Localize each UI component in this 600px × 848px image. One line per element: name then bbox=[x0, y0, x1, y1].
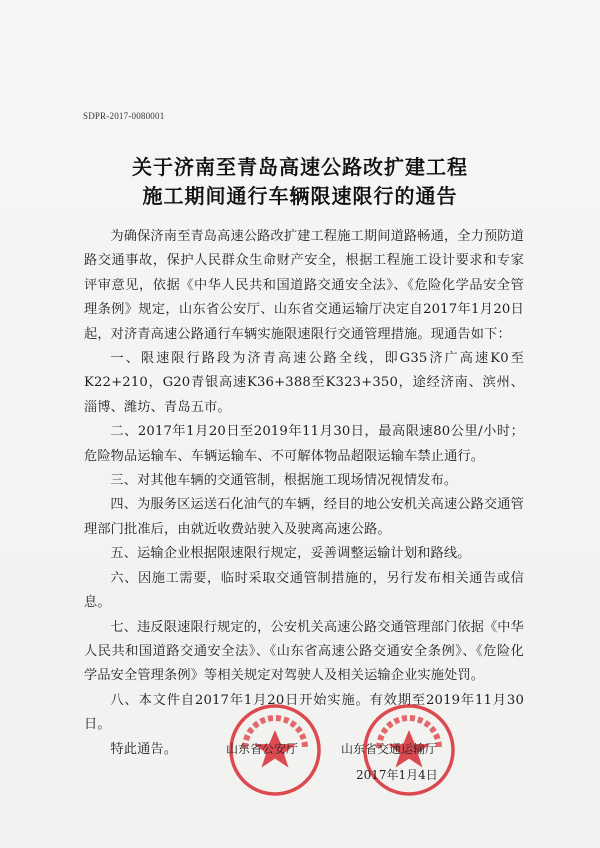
paragraph-item-3: 三、对其他车辆的交通管制，根据施工现场情况视情发布。 bbox=[110, 473, 458, 489]
paragraph-intro: 为确保济南至青岛高速公路改扩建工程施工期间道路畅通，全力预防道路交通事故，保护人民群众生命财产安全，根据工程施工设计要求和专家评审意见，依据《中华人民共和国道路交通安全法》、《危险化学品安全管理条例》规定，山东省公安厅、山东省交通运输厅决定自2017年1月20日起，对济青高速公路通行车辆实施限速限行交通管理措施。现通告如下： bbox=[84, 229, 524, 342]
document-body bbox=[84, 225, 524, 762]
paragraph-item-4: 四、为服务区运送石化油气的车辆，经目的地公安机关高速公路交通管理部门批准后，由就近收费站驶入及驶离高速公路。 bbox=[84, 497, 524, 537]
document-title-line1: 关于济南至青岛高速公路改扩建工程 bbox=[132, 155, 468, 179]
paragraph-closing: 特此通告。 bbox=[110, 741, 178, 757]
paragraph-item-7: 七、违反限速限行规定的，公安机关高速公路交通管理部门依据《中华人民共和国道路交通安全法》、《山东省高速公路交通安全条例》、《危险化学品安全管理条例》等相关规定对驾驶人及相关运输企业实施处罚。 bbox=[84, 619, 524, 684]
paragraph-item-5: 五、运输企业根据限速限行规定，妥善调整运输计划和路线。 bbox=[110, 546, 471, 562]
paragraph-item-1: 一、限速限行路段为济青高速公路全线，即G35济广高速K0至K22+210，G20青银高速K36+388至K323+350，途经济南、滨州、淄博、潍坊、青岛五市。 bbox=[84, 351, 524, 415]
signatory-transport: 山东省交通运输厅 bbox=[341, 742, 438, 756]
document-date: 2017年1月4日 bbox=[356, 768, 438, 782]
paragraph-item-8: 八、本文件自2017年1月20日开始实施。有效期至2019年11月30日。 bbox=[84, 692, 524, 733]
paragraph-item-6: 六、因施工需要，临时采取交通管制措施的，另行发布相关通告或信息。 bbox=[84, 570, 524, 611]
signatory-public-security: 山东省公安厅 bbox=[226, 742, 299, 756]
document-code: SDPR-2017-0080001 bbox=[83, 111, 165, 121]
paragraph-item-2: 二、2017年1月20日至2019年11月30日，最高限速80公里/小时；危险物品运输车、车辆运输车、不可解体物品超限运输车禁止通行。 bbox=[84, 424, 524, 464]
document-title-line2: 施工期间通行车辆限速限行的通告 bbox=[142, 184, 458, 208]
